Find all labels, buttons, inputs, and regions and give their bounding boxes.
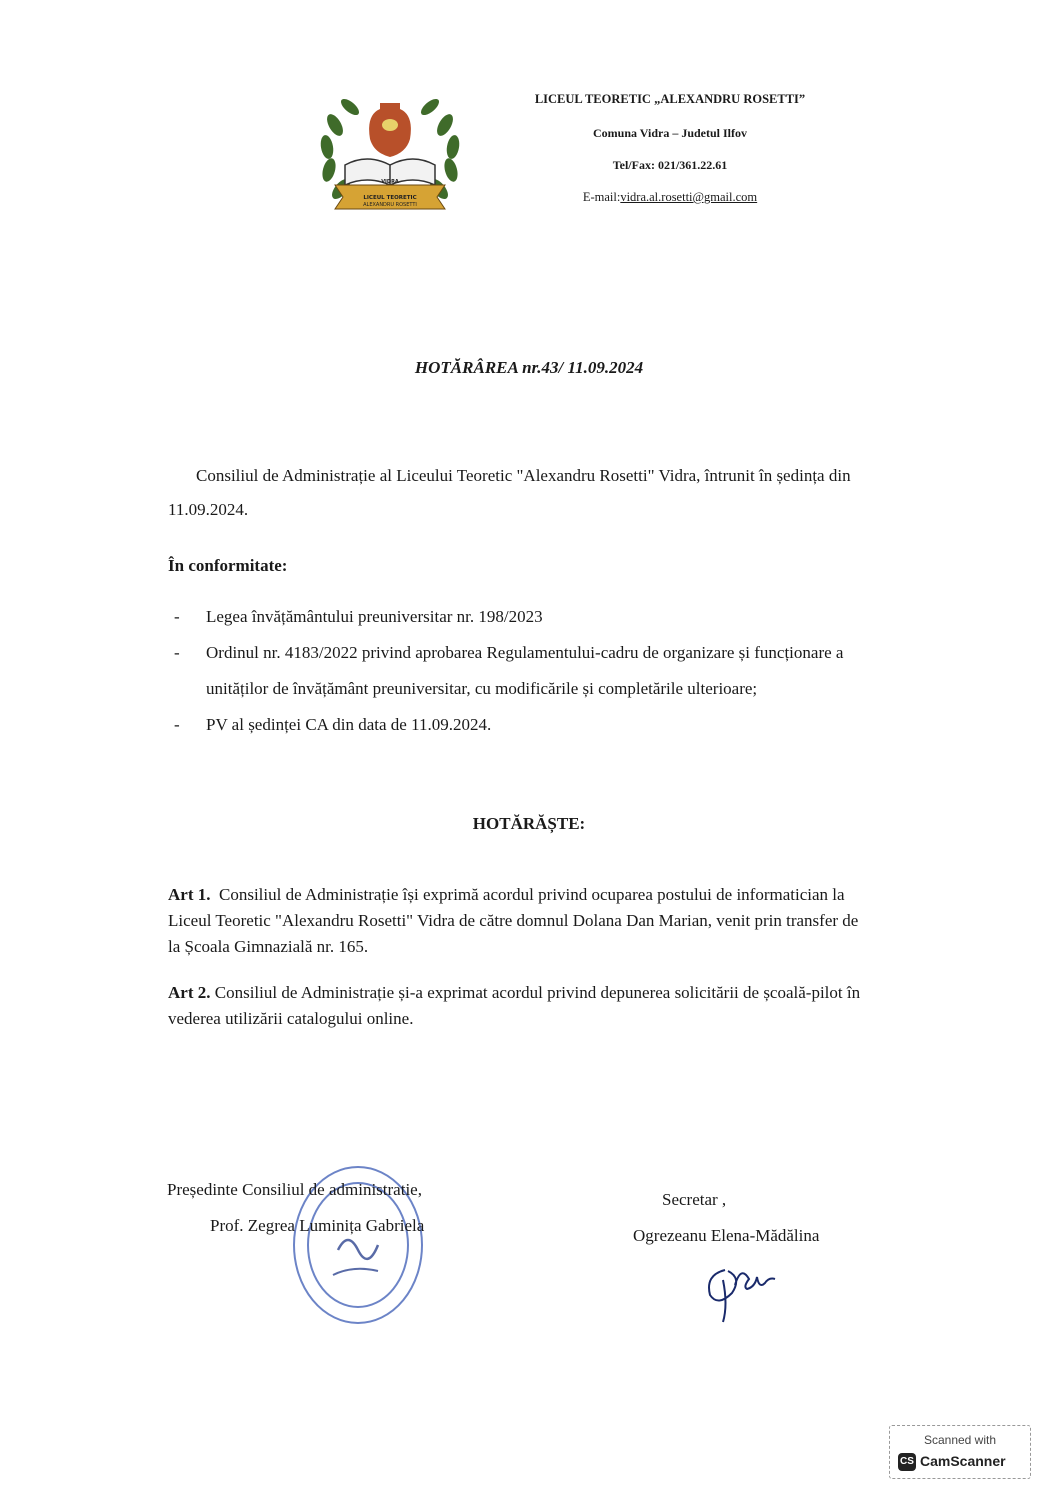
president-name: Prof. Zegrea Luminița Gabriela — [210, 1216, 425, 1235]
camscanner-icon: CS — [898, 1453, 916, 1471]
secretary-role: Secretar , — [662, 1190, 727, 1209]
article-2 — [168, 980, 868, 1032]
document-title: HOTĂRÂREA nr.43/ 11.09.2024 — [414, 358, 644, 377]
school-email — [520, 190, 820, 205]
article-label: Art 2. — [168, 983, 211, 1002]
article-text: Consiliul de Administrație și-a exprimat acordul privind depunerea solicitării de școală-pilot în vederea utilizării catalogului online. — [168, 983, 861, 1028]
svg-text:ALEXANDRU ROSETTI: ALEXANDRU ROSETTI — [363, 202, 417, 208]
list-item: - Legea învățământului preuniversitar nr. 198/2023 — [168, 599, 868, 635]
badge-caption: Scanned with — [923, 1433, 997, 1447]
email-label: E-mail: — [582, 190, 621, 204]
conformity-list — [168, 599, 868, 743]
badge-brand-label: CamScanner — [920, 1453, 1006, 1469]
svg-text:LICEUL TEORETIC: LICEUL TEORETIC — [363, 195, 417, 201]
school-name: LICEUL TEORETIC „ALEXANDRU ROSETTI” — [534, 92, 806, 106]
decides-heading: HOTĂRĂȘTE: — [472, 814, 586, 833]
school-location: Comuna Vidra – Judetul Ilfov — [592, 126, 748, 140]
president-role: Președinte Consiliul de administratie, — [167, 1180, 422, 1199]
badge-brand — [898, 1453, 1028, 1471]
article-text: Consiliul de Administrație își exprimă acordul privind ocuparea postului de informatician la Liceul Teoretic "Alexandru Rosetti" Vidra de către domnul Dolana Dan Marian, venit prin transfer de la Școala Gimnazială nr. 165. — [168, 885, 859, 956]
camscanner-badge — [889, 1425, 1031, 1479]
conformity-heading: În conformitate: — [168, 556, 288, 575]
list-item: - PV al ședinței CA din data de 11.09.2024. — [168, 707, 868, 743]
school-logo — [315, 85, 465, 220]
article-label: Art 1. — [168, 885, 211, 904]
article-1 — [168, 882, 868, 960]
school-telfax: Tel/Fax: 021/361.22.61 — [612, 158, 728, 172]
secretary-signature — [695, 1250, 795, 1325]
secretary-name: Ogrezeanu Elena-Mădălina — [633, 1226, 820, 1245]
svg-text:VIDRA: VIDRA — [381, 179, 399, 185]
intro-paragraph: Consiliul de Administrație al Liceului Teoretic "Alexandru Rosetti" Vidra, întrunit în ședința din 11.09.2024. — [168, 466, 851, 519]
email-value: vidra.al.rosetti@gmail.com — [620, 190, 758, 204]
list-item: - Ordinul nr. 4183/2022 privind aprobarea Regulamentului-cadru de organizare și funcționare a unităților de învățământ preuniversitar, cu modificările și completările ulterioare; — [168, 635, 868, 707]
